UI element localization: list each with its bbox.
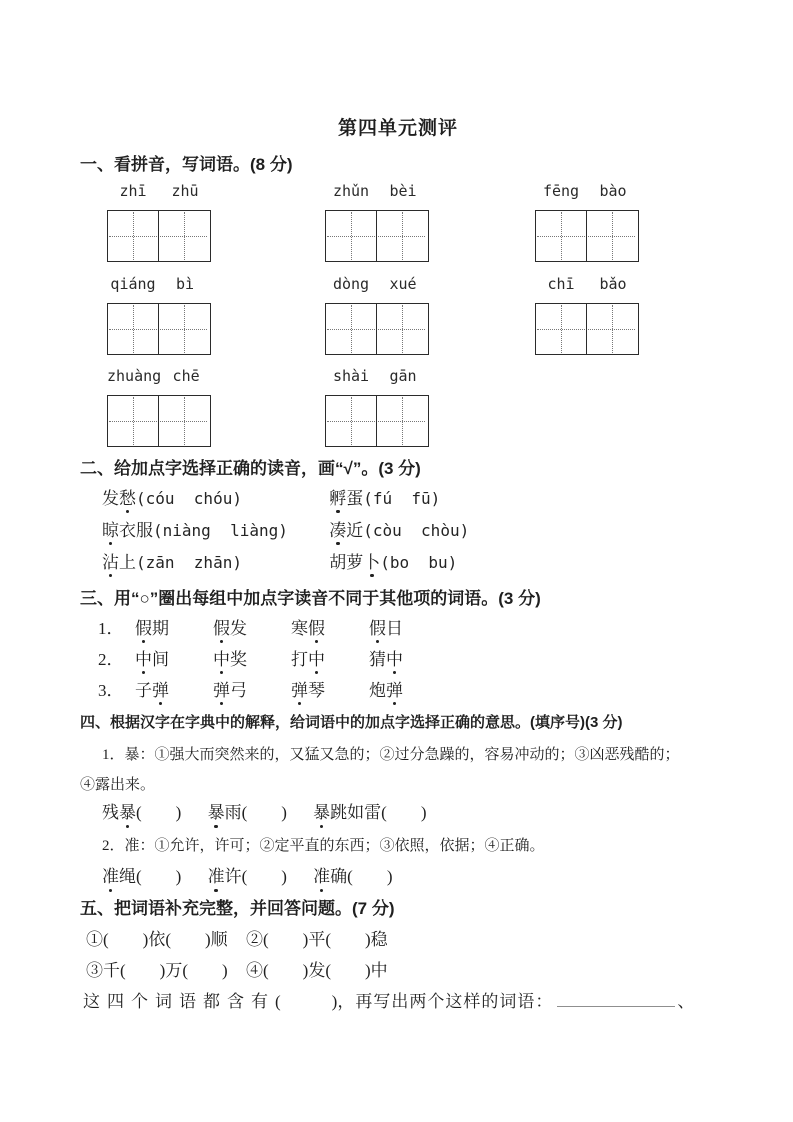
dotted-char: 卜 [363,553,381,572]
word-option: 子弹 [135,681,169,700]
writing-box-group [107,210,211,262]
item-number: 2． [98,650,124,669]
pinyin-label: dòng [332,275,370,293]
pinyin-unit [107,275,217,355]
writing-box-group [325,395,429,447]
word-with-blank: 准确( ) [313,867,393,886]
pinyin-writing-grid [80,182,716,444]
word-with-blank: 残暴( ) [102,803,182,822]
dotted-char: 弹 [152,681,169,700]
pinyin-unit [325,275,435,355]
word-with-reading: 沾上(zān zhān) [102,553,242,572]
section-three-heading: 三、用“○”圈出每组中加点字读音不同于其他项的词语。(3 分) [80,589,541,608]
question-row [80,649,716,670]
pinyin-label: zhū [171,182,199,200]
dotted-char: 假 [308,619,325,638]
pinyin-choices: (cóu chóu) [136,489,242,508]
item-number: 1． [98,619,124,638]
writing-box-group [535,303,639,355]
writing-box-group [535,210,639,262]
word-with-blank: 暴雨( ) [207,803,287,822]
dotted-char: 中 [308,650,325,669]
pinyin-label: gān [389,367,417,385]
word-option: 炮弹 [369,681,403,700]
section-four-heading: 四、根据汉字在字典中的解释，给词语中的加点字选择正确的意思。(填序号)(3 分) [80,714,623,731]
word-option: 寒假 [291,619,325,638]
writing-box-group [107,303,211,355]
pinyin-label: bǎo [599,275,627,293]
pinyin-choices: (còu chòu) [363,521,470,540]
pinyin-choices: (fú fū) [363,489,441,508]
word-option: 弹弓 [213,681,247,700]
section-two-items [80,488,716,573]
page-content [80,0,716,1013]
word-option: 中间 [135,650,169,669]
word-with-blank: 准许( ) [207,867,287,886]
dotted-char: 弹 [386,681,403,700]
writing-box-group [325,210,429,262]
definition-bao: 1．暴：①强大而突然来的，又猛又急的；②过分急躁的，容易冲动的；③凶恶残酷的； ④露出来。 [80,747,680,793]
dotted-char: 晾 [102,521,119,540]
fill-in-idiom: ①( )依( )顺 [86,930,228,949]
word-with-blank: 准绳( ) [102,867,182,886]
writing-cell[interactable] [158,211,208,261]
answer-paren[interactable]: ( ) [347,867,393,886]
answer-words-zhun [80,866,716,888]
definition-zhun: 2．准：①允许，许可；②定平直的东西；③依照，依据；④正确。 [102,838,545,854]
pinyin-label: qiáng [110,275,156,293]
dotted-char: 沾 [102,553,119,572]
follow-up-question: 这四个词语都含有( )，再写出两个这样的词语： 、 [83,992,695,1011]
dotted-char: 准 [313,867,331,886]
dotted-char: 暴 [207,803,225,822]
fill-in-idiom: ②( )平( )稳 [246,930,388,949]
word-option: 假期 [135,619,169,638]
word-option: 假日 [369,619,403,638]
writing-cell[interactable] [158,304,208,354]
pinyin-label: bèi [389,182,417,200]
dotted-char: 孵 [329,489,347,508]
writing-cell[interactable] [108,304,158,354]
dotted-char: 准 [207,867,225,886]
pinyin-label: xué [389,275,417,293]
dotted-char: 暴 [119,803,136,822]
fill-in-idiom: ④( )发( )中 [246,961,388,980]
pinyin-label: bào [599,182,627,200]
dotted-char: 暴 [313,803,331,822]
section-three-items [80,618,716,701]
pinyin-label: zhuàng [107,367,162,385]
dotted-char: 中 [213,650,230,669]
answer-paren[interactable]: ( ) [241,867,287,886]
writing-cell[interactable] [108,396,158,446]
dotted-char: 中 [386,650,403,669]
pinyin-unit [325,367,435,447]
answer-paren[interactable]: ( ) [136,867,182,886]
word-with-blank: 暴跳如雷( ) [313,803,427,822]
word-option: 中奖 [213,650,247,669]
question-row [80,960,716,981]
dotted-char: 弹 [213,681,230,700]
answer-paren[interactable]: ( ) [241,803,287,822]
section-one-heading: 一、看拼音，写词语。(8 分) [80,155,293,174]
word-with-reading: 发愁(cóu chóu) [102,489,242,508]
word-with-reading: 晾衣服(niàng liàng) [102,521,288,540]
word-with-reading: 胡萝卜(bo bu) [329,553,458,572]
dotted-char: 假 [369,619,386,638]
question-row [80,618,716,639]
pinyin-choices: (bo bu) [380,553,458,572]
item-number: 3． [98,681,124,700]
pinyin-label: zhī [119,182,147,200]
question-row [80,488,716,509]
word-option: 猜中 [369,650,403,669]
question-row [80,680,716,701]
answer-words-bao [80,802,716,824]
answer-blank[interactable] [557,992,675,1007]
pinyin-label: fēng [542,182,580,200]
pinyin-unit [535,182,645,262]
pinyin-label: chē [172,367,200,385]
pinyin-label: chī [547,275,575,293]
pinyin-unit [107,182,217,262]
writing-cell[interactable] [158,396,208,446]
dotted-char: 弹 [291,681,308,700]
dotted-char: 假 [135,619,152,638]
pinyin-label: zhǔn [332,182,370,200]
section-two-heading: 二、给加点字选择正确的读音，画“√”。(3 分) [80,459,421,478]
writing-cell[interactable] [326,304,376,354]
pinyin-unit [107,367,217,447]
writing-cell[interactable] [108,211,158,261]
page-title: 第四单元测评 [337,118,458,139]
answer-paren[interactable]: ( ) [381,803,427,822]
answer-paren[interactable]: ( ) [136,803,182,822]
word-with-reading: 孵蛋(fú fū) [329,489,441,508]
pinyin-unit [535,275,645,355]
writing-cell[interactable] [586,211,636,261]
writing-cell[interactable] [376,211,426,261]
pinyin-unit [325,182,435,262]
writing-cell[interactable] [376,396,426,446]
pinyin-choices: (zān zhān) [136,553,242,572]
writing-cell[interactable] [326,396,376,446]
writing-cell[interactable] [536,304,586,354]
question-row [80,929,716,950]
pinyin-label: bì [175,275,195,293]
word-option: 弹琴 [291,681,325,700]
dotted-char: 准 [102,867,119,886]
answer-paren[interactable]: ( ) [275,992,338,1011]
word-option: 打中 [291,650,325,669]
word-option: 假发 [213,619,247,638]
writing-cell[interactable] [326,211,376,261]
writing-cell[interactable] [376,304,426,354]
dotted-char: 中 [135,650,152,669]
section-five-heading: 五、把词语补充完整，并回答问题。(7 分) [80,899,395,918]
pinyin-choices: (niàng liàng) [153,521,288,540]
pinyin-label: shài [332,367,370,385]
question-row [80,520,716,541]
word-with-reading: 凑近(còu chòu) [329,521,470,540]
writing-cell[interactable] [586,304,636,354]
writing-box-group [107,395,211,447]
question-row [80,552,716,573]
fill-in-idiom: ③千( )万( ) [86,961,228,980]
enumeration-comma: 、 [677,992,695,1011]
dotted-char: 假 [213,619,230,638]
dotted-char: 愁 [119,489,136,508]
writing-box-group [325,303,429,355]
writing-cell[interactable] [536,211,586,261]
dotted-char: 凑 [329,521,347,540]
